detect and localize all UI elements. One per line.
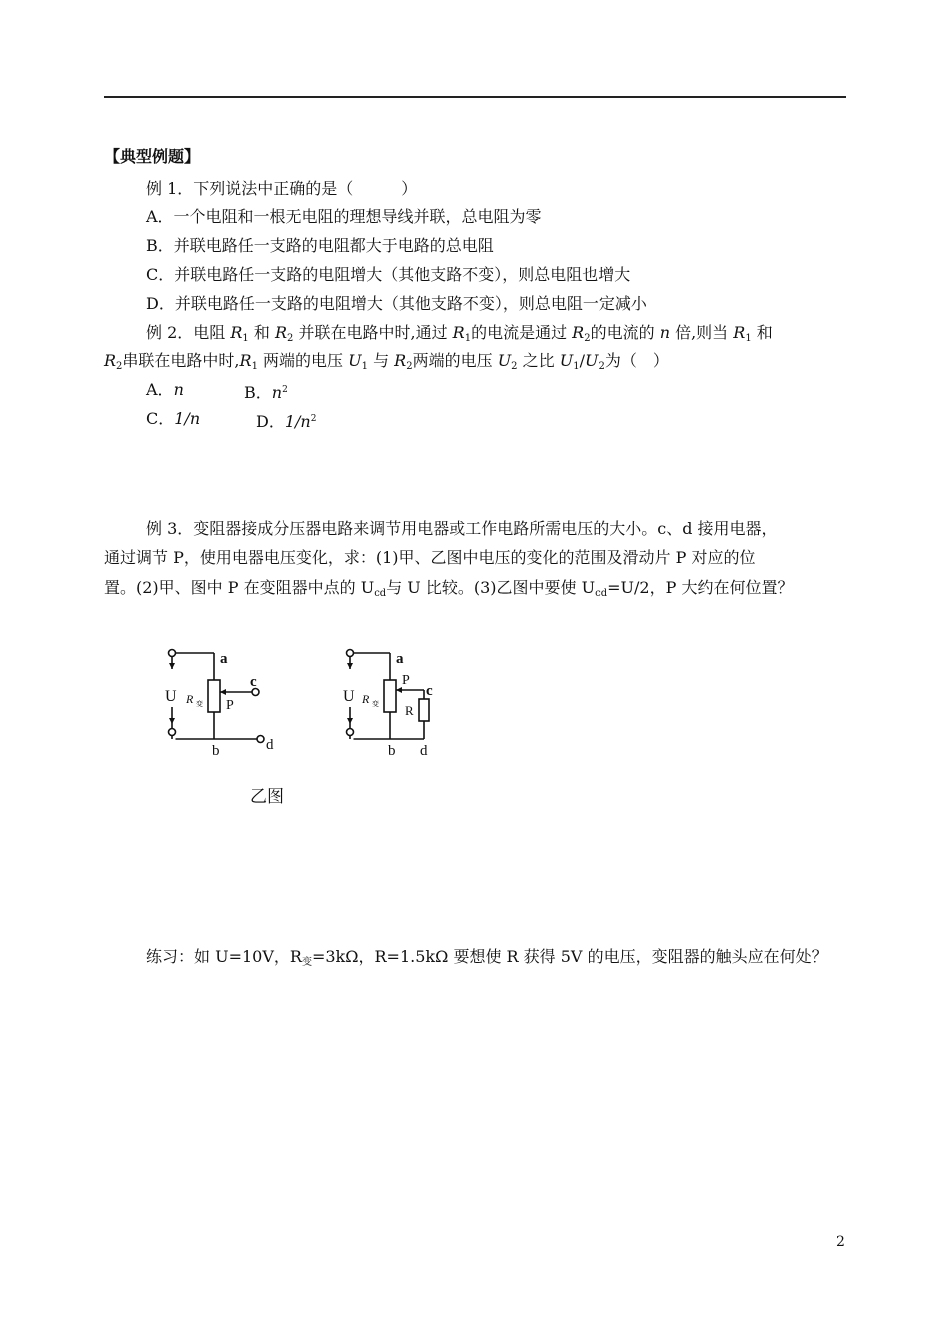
ex2-option-a: A．n bbox=[146, 380, 184, 399]
ex2-line1: 例 2．电阻 $R_1$ 和 $R_2$ 并联在电路中时,通过 $R_1$的电流是通过 $R_2$的电流的 n 倍,则当 $R_1$ 和 bbox=[146, 323, 773, 344]
ex2-option-d: D．$1/n^2$ bbox=[256, 412, 317, 431]
ex1-stem: 例 1．下列说法中正确的是（ ） bbox=[146, 179, 418, 198]
label-r-sub: 变 bbox=[372, 700, 379, 708]
ex2-option-c: C．1/n bbox=[146, 409, 201, 428]
ex1-option-d: D．并联电路任一支路的电阻增大（其他支路不变），则总电阻一定减小 bbox=[146, 294, 647, 313]
ex2-line2: $R_2$串联在电路中时$,R_1$ 两端的电压 $U_1$ 与 $R_2$两端的电压 $U_2$ 之比 $U_1/U_2$为（ ） bbox=[104, 351, 669, 372]
label-d: d bbox=[266, 737, 274, 753]
label-r: R bbox=[186, 692, 194, 706]
label-load-r: R bbox=[405, 703, 414, 718]
ex2-option-b: B．$n^2$ bbox=[244, 383, 288, 402]
circuit-diagram-yi bbox=[338, 645, 448, 760]
label-p: P bbox=[402, 673, 410, 688]
label-c: c bbox=[426, 683, 433, 699]
label-d: d bbox=[420, 743, 428, 759]
label-a: a bbox=[220, 651, 228, 667]
label-r: R bbox=[362, 692, 370, 706]
ex3-line2: 通过调节 P，使用电器电压变化，求：(1)甲、乙图中电压的变化的范围及滑动片 P 对应的位 bbox=[104, 548, 756, 567]
label-b: b bbox=[212, 743, 220, 759]
label-b: b bbox=[388, 743, 396, 759]
label-r-sub: 变 bbox=[196, 700, 203, 708]
label-p: P bbox=[226, 698, 234, 713]
ex1-option-a: A．一个电阻和一根无电阻的理想导线并联，总电阻为零 bbox=[146, 207, 542, 226]
ex3-line1: 例 3．变阻器接成分压器电路来调节用电器或工作电路所需电压的大小。c、d 接用电器， bbox=[146, 519, 778, 538]
label-a: a bbox=[396, 651, 404, 667]
practice-question: 练习：如 U=10V，$R_变=3k\Omega$，R=1.5kΩ 要想使 R 获得 5V 的电压，变阻器的触头应在何处？ bbox=[146, 947, 828, 968]
label-c: c bbox=[250, 674, 257, 690]
ex1-option-b: B．并联电路任一支路的电阻都大于电路的总电阻 bbox=[146, 236, 494, 255]
header-rule bbox=[104, 96, 846, 98]
ex1-option-c: C．并联电路任一支路的电阻增大（其他支路不变），则总电阻也增大 bbox=[146, 265, 631, 284]
label-u: U bbox=[343, 688, 355, 705]
figure-caption: 乙图 bbox=[250, 787, 284, 807]
page-number: 2 bbox=[836, 1234, 845, 1250]
section-heading: 【典型例题】 bbox=[104, 147, 201, 166]
label-u: U bbox=[165, 688, 177, 705]
ex3-line3: 置。(2)甲、图中 P 在变阻器中点的 $U_{cd}$与 U 比较。(3)乙图中要使 $U_{cd}=U/2$，P 大约在何位置？ bbox=[104, 578, 794, 599]
circuit-diagram-jia bbox=[160, 645, 285, 760]
